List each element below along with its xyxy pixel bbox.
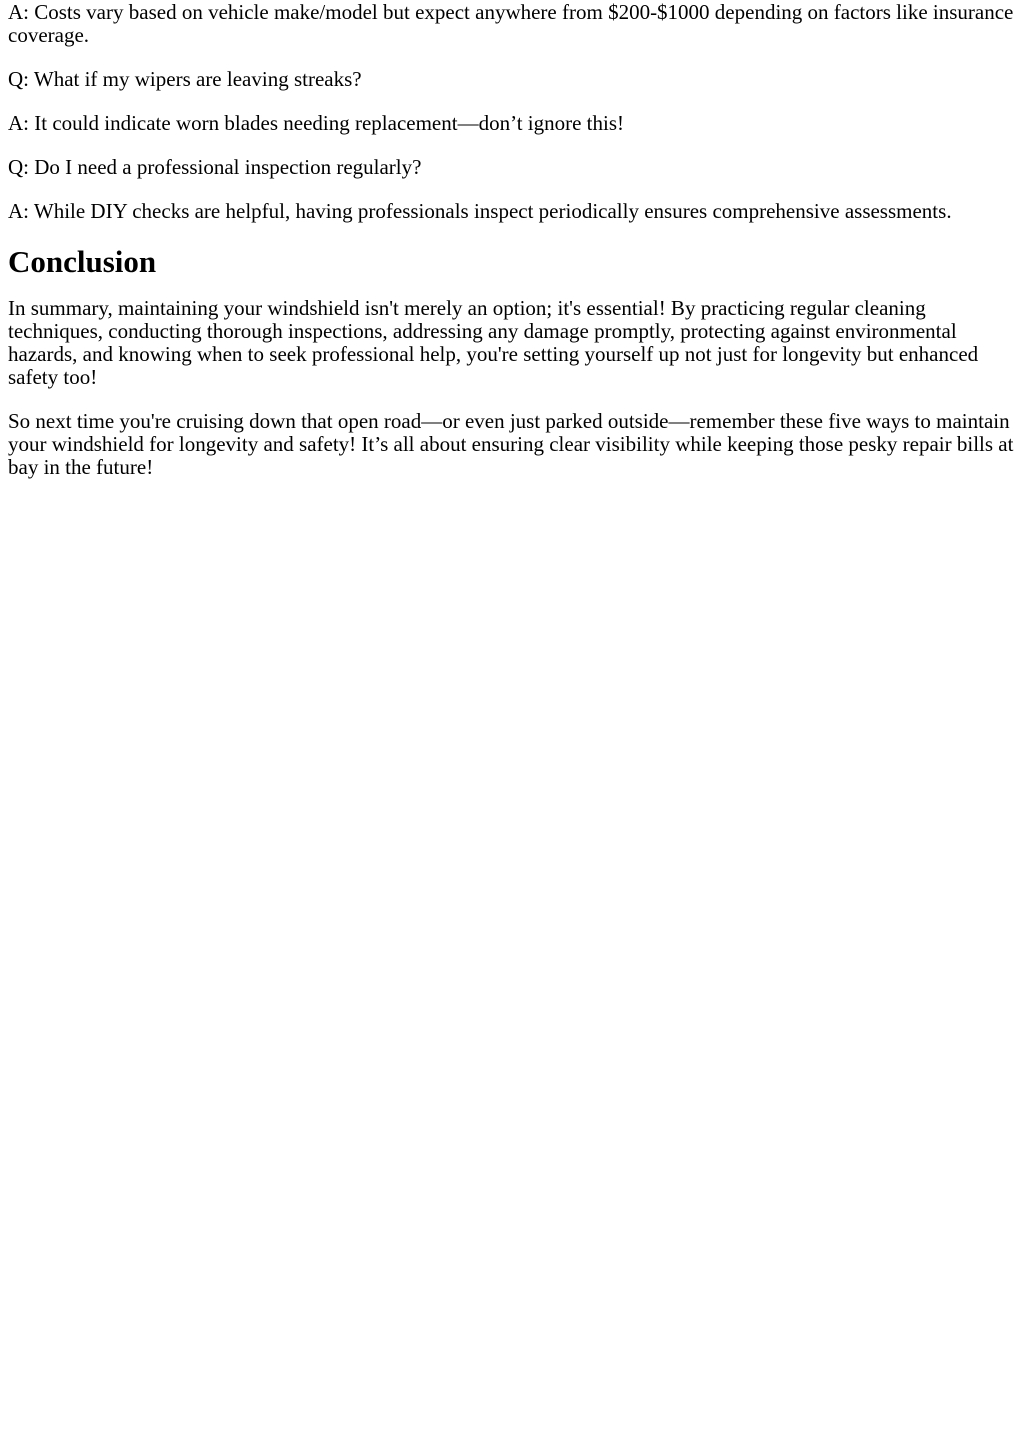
faq-answer-cost: A: Costs vary based on vehicle make/model but expect anywhere from $200-$1000 depending on factors like insurance coverage. — [8, 0, 1014, 47]
faq-section — [8, 1, 1016, 223]
faq-question-inspection: Q: Do I need a professional inspection regularly? — [8, 155, 422, 179]
conclusion-section — [8, 244, 1016, 479]
faq-answer-wipers: A: It could indicate worn blades needing replacement—don’t ignore this! — [8, 111, 625, 135]
conclusion-heading: Conclusion — [8, 244, 157, 279]
faq-question-wipers: Q: What if my wipers are leaving streaks? — [8, 67, 362, 91]
conclusion-paragraph-closing: So next time you're cruising down that open road—or even just parked outside—remember these five ways to maintain your windshield for longevity and safety! It’s all about ensuring clear visibility while keeping those pesky repair bills at bay in the future! — [8, 409, 1014, 479]
article-content — [8, 1, 1016, 479]
faq-answer-inspection: A: While DIY checks are helpful, having professionals inspect periodically ensures comprehensive assessments. — [8, 199, 952, 223]
conclusion-paragraph-summary: In summary, maintaining your windshield isn't merely an option; it's essential! By practicing regular cleaning techniques, conducting thorough inspections, addressing any damage promptly, protecting against environmental hazards, and knowing when to seek professional help, you're setting yourself up not just for longevity but enhanced safety too! — [8, 296, 979, 389]
